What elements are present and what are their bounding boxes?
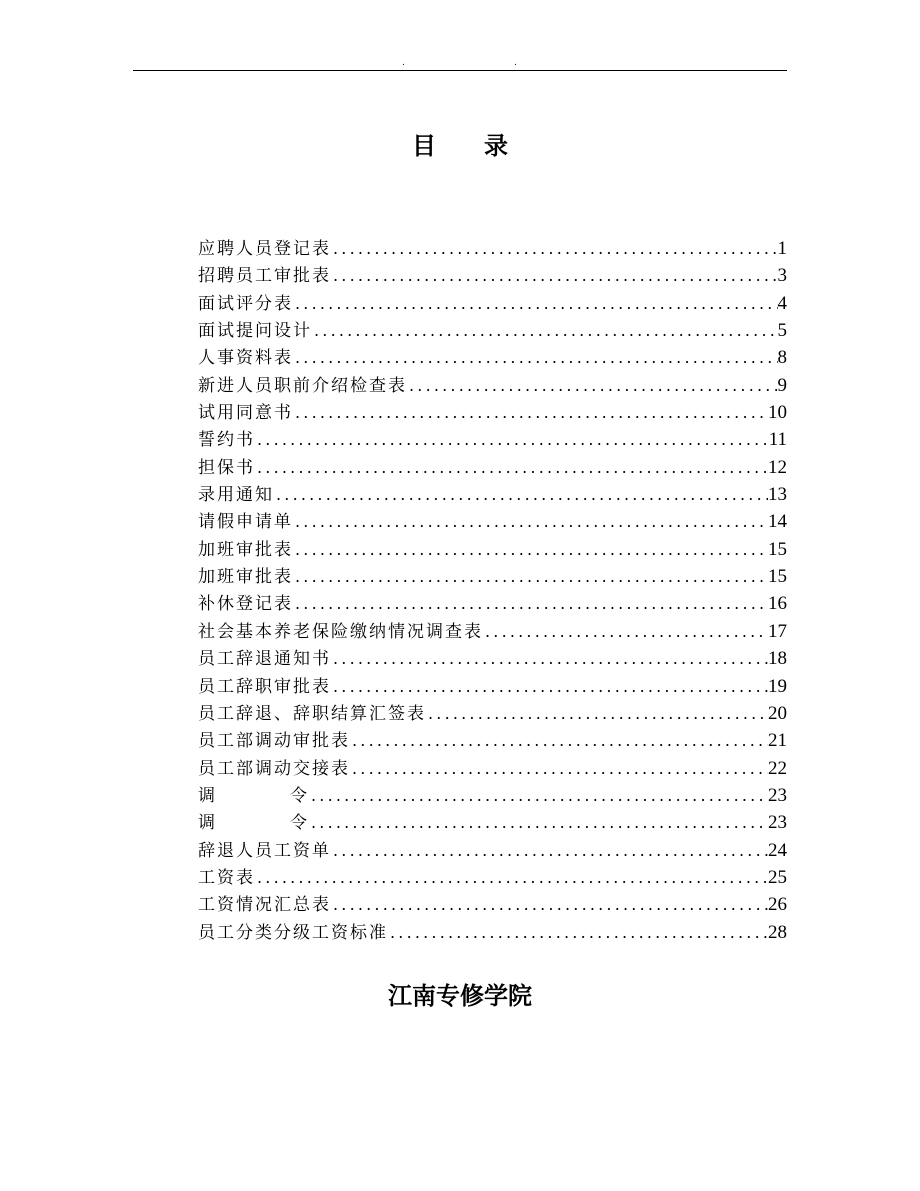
toc-entry[interactable] bbox=[198, 262, 787, 289]
toc-entry[interactable] bbox=[198, 891, 787, 918]
toc-entry-page: 3 bbox=[777, 265, 787, 287]
toc-title-char-1: 目 bbox=[412, 131, 436, 160]
toc-entry-page: 13 bbox=[768, 484, 787, 506]
header-rule bbox=[133, 70, 787, 71]
toc-entry-label: 辞退人员工资单 bbox=[198, 840, 331, 861]
toc-entry-label: 录用通知 bbox=[198, 485, 274, 506]
header-mark-left: . bbox=[402, 58, 405, 68]
toc-entry-label: 招聘员工审批表 bbox=[198, 266, 331, 287]
toc-leader bbox=[255, 864, 768, 891]
toc-leader bbox=[293, 563, 768, 590]
toc-entry-label-part: 调 bbox=[198, 785, 217, 806]
toc-leader bbox=[293, 536, 768, 563]
toc-entry-page: 20 bbox=[768, 702, 787, 724]
toc-entry-label: 员工辞退、辞职结算汇签表 bbox=[198, 703, 426, 724]
toc-entry-page: 24 bbox=[768, 839, 787, 861]
toc-entry-page: 17 bbox=[768, 620, 787, 642]
toc-title-char-2: 录 bbox=[484, 131, 508, 160]
toc-entry[interactable] bbox=[198, 481, 787, 508]
toc-entry[interactable] bbox=[198, 536, 787, 563]
toc-entry[interactable] bbox=[198, 399, 787, 426]
toc-leader bbox=[331, 891, 768, 918]
toc-leader bbox=[350, 755, 768, 782]
toc-leader bbox=[312, 317, 778, 344]
toc-leader bbox=[255, 426, 769, 453]
toc-entry-page: 8 bbox=[777, 347, 787, 369]
toc-entry-page: 14 bbox=[768, 511, 787, 533]
toc-entry[interactable] bbox=[198, 290, 787, 317]
toc-leader bbox=[255, 454, 768, 481]
toc-entry[interactable] bbox=[198, 809, 787, 836]
toc-entry-label: 应聘人员登记表 bbox=[198, 239, 331, 259]
toc-entry-page: 23 bbox=[768, 812, 787, 834]
toc-entry-page: 1 bbox=[777, 238, 787, 259]
toc-entry-page: 15 bbox=[768, 538, 787, 560]
toc-leader bbox=[293, 290, 778, 317]
toc-entry[interactable] bbox=[198, 864, 787, 891]
toc-entry-page: 21 bbox=[768, 730, 787, 752]
toc-leader bbox=[293, 344, 778, 371]
toc-entry-label: 请假申请单 bbox=[198, 512, 293, 533]
toc-leader bbox=[483, 618, 768, 645]
toc-leader bbox=[293, 508, 768, 535]
toc-entry-label-part: 调 bbox=[198, 813, 217, 834]
toc-leader bbox=[331, 262, 778, 289]
toc-leader bbox=[407, 372, 778, 399]
toc-entry-page: 25 bbox=[768, 866, 787, 888]
toc-leader bbox=[388, 919, 768, 946]
toc-entry-label bbox=[198, 783, 309, 809]
toc-entry[interactable] bbox=[198, 919, 787, 946]
toc-list bbox=[198, 235, 787, 946]
toc-entry[interactable] bbox=[198, 372, 787, 399]
toc-entry-page: 9 bbox=[777, 374, 787, 396]
toc-entry-label: 社会基本养老保险缴纳情况调查表 bbox=[198, 621, 483, 642]
toc-entry[interactable] bbox=[198, 317, 787, 344]
toc-entry[interactable] bbox=[198, 454, 787, 481]
toc-entry[interactable] bbox=[198, 727, 787, 754]
toc-entry-label-part: 令 bbox=[290, 785, 309, 806]
toc-entry-label: 担保书 bbox=[198, 457, 255, 478]
toc-entry-page: 18 bbox=[768, 648, 787, 670]
toc-leader bbox=[309, 782, 768, 809]
toc-entry-label: 加班审批表 bbox=[198, 567, 293, 588]
toc-entry[interactable] bbox=[198, 837, 787, 864]
toc-entry-label: 工资情况汇总表 bbox=[198, 895, 331, 916]
toc-entry-page: 10 bbox=[768, 402, 787, 424]
toc-leader bbox=[331, 235, 778, 262]
toc-entry-page: 11 bbox=[768, 429, 787, 451]
toc-entry[interactable] bbox=[198, 426, 787, 453]
header-mark-right: . bbox=[514, 58, 517, 68]
toc-entry-label: 试用同意书 bbox=[198, 403, 293, 424]
toc-leader bbox=[426, 700, 768, 727]
toc-entry-label: 誓约书 bbox=[198, 430, 255, 451]
toc-entry-label: 面试提问设计 bbox=[198, 321, 312, 342]
toc-entry-label: 加班审批表 bbox=[198, 539, 293, 560]
toc-entry-label: 工资表 bbox=[198, 867, 255, 888]
toc-leader bbox=[331, 645, 768, 672]
toc-entry-page: 5 bbox=[777, 320, 787, 342]
toc-entry-page: 19 bbox=[768, 675, 787, 697]
toc-entry-page: 26 bbox=[768, 894, 787, 916]
toc-entry[interactable] bbox=[198, 344, 787, 371]
toc-entry-label: 员工辞退通知书 bbox=[198, 649, 331, 670]
toc-leader bbox=[331, 837, 768, 864]
toc-leader bbox=[293, 399, 768, 426]
toc-entry[interactable] bbox=[198, 508, 787, 535]
toc-entry[interactable] bbox=[198, 563, 787, 590]
toc-leader bbox=[350, 727, 768, 754]
toc-entry-label: 员工部调动交接表 bbox=[198, 758, 350, 779]
toc-entry[interactable] bbox=[198, 673, 787, 700]
toc-entry-label: 新进人员职前介绍检查表 bbox=[198, 375, 407, 396]
toc-entry[interactable] bbox=[198, 618, 787, 645]
toc-entry-label: 面试评分表 bbox=[198, 293, 293, 314]
toc-entry-page: 12 bbox=[768, 456, 787, 478]
footer-institution: 江南专修学院 bbox=[388, 981, 532, 1010]
toc-entry-label: 员工分类分级工资标准 bbox=[198, 922, 388, 943]
toc-leader bbox=[293, 590, 768, 617]
toc-entry[interactable] bbox=[198, 782, 787, 809]
toc-entry-label-part: 令 bbox=[290, 813, 309, 834]
toc-entry-label bbox=[198, 810, 309, 836]
toc-leader bbox=[274, 481, 768, 508]
toc-entry-label: 员工辞职审批表 bbox=[198, 676, 331, 697]
toc-entry[interactable] bbox=[198, 645, 787, 672]
toc-entry[interactable] bbox=[198, 235, 787, 262]
toc-title bbox=[0, 130, 920, 162]
toc-entry-page: 16 bbox=[768, 593, 787, 615]
toc-entry-page: 15 bbox=[768, 566, 787, 588]
toc-entry-label: 人事资料表 bbox=[198, 348, 293, 369]
toc-leader bbox=[309, 809, 768, 836]
toc-leader bbox=[331, 673, 768, 700]
toc-entry-label: 员工部调动审批表 bbox=[198, 731, 350, 752]
toc-entry[interactable] bbox=[198, 700, 787, 727]
toc-entry-label: 补休登记表 bbox=[198, 594, 293, 615]
toc-entry[interactable] bbox=[198, 755, 787, 782]
toc-entry-page: 22 bbox=[768, 757, 787, 779]
toc-entry-page: 4 bbox=[777, 292, 787, 314]
toc-entry[interactable] bbox=[198, 590, 787, 617]
toc-entry-page: 28 bbox=[768, 921, 787, 943]
toc-entry-page: 23 bbox=[768, 784, 787, 806]
